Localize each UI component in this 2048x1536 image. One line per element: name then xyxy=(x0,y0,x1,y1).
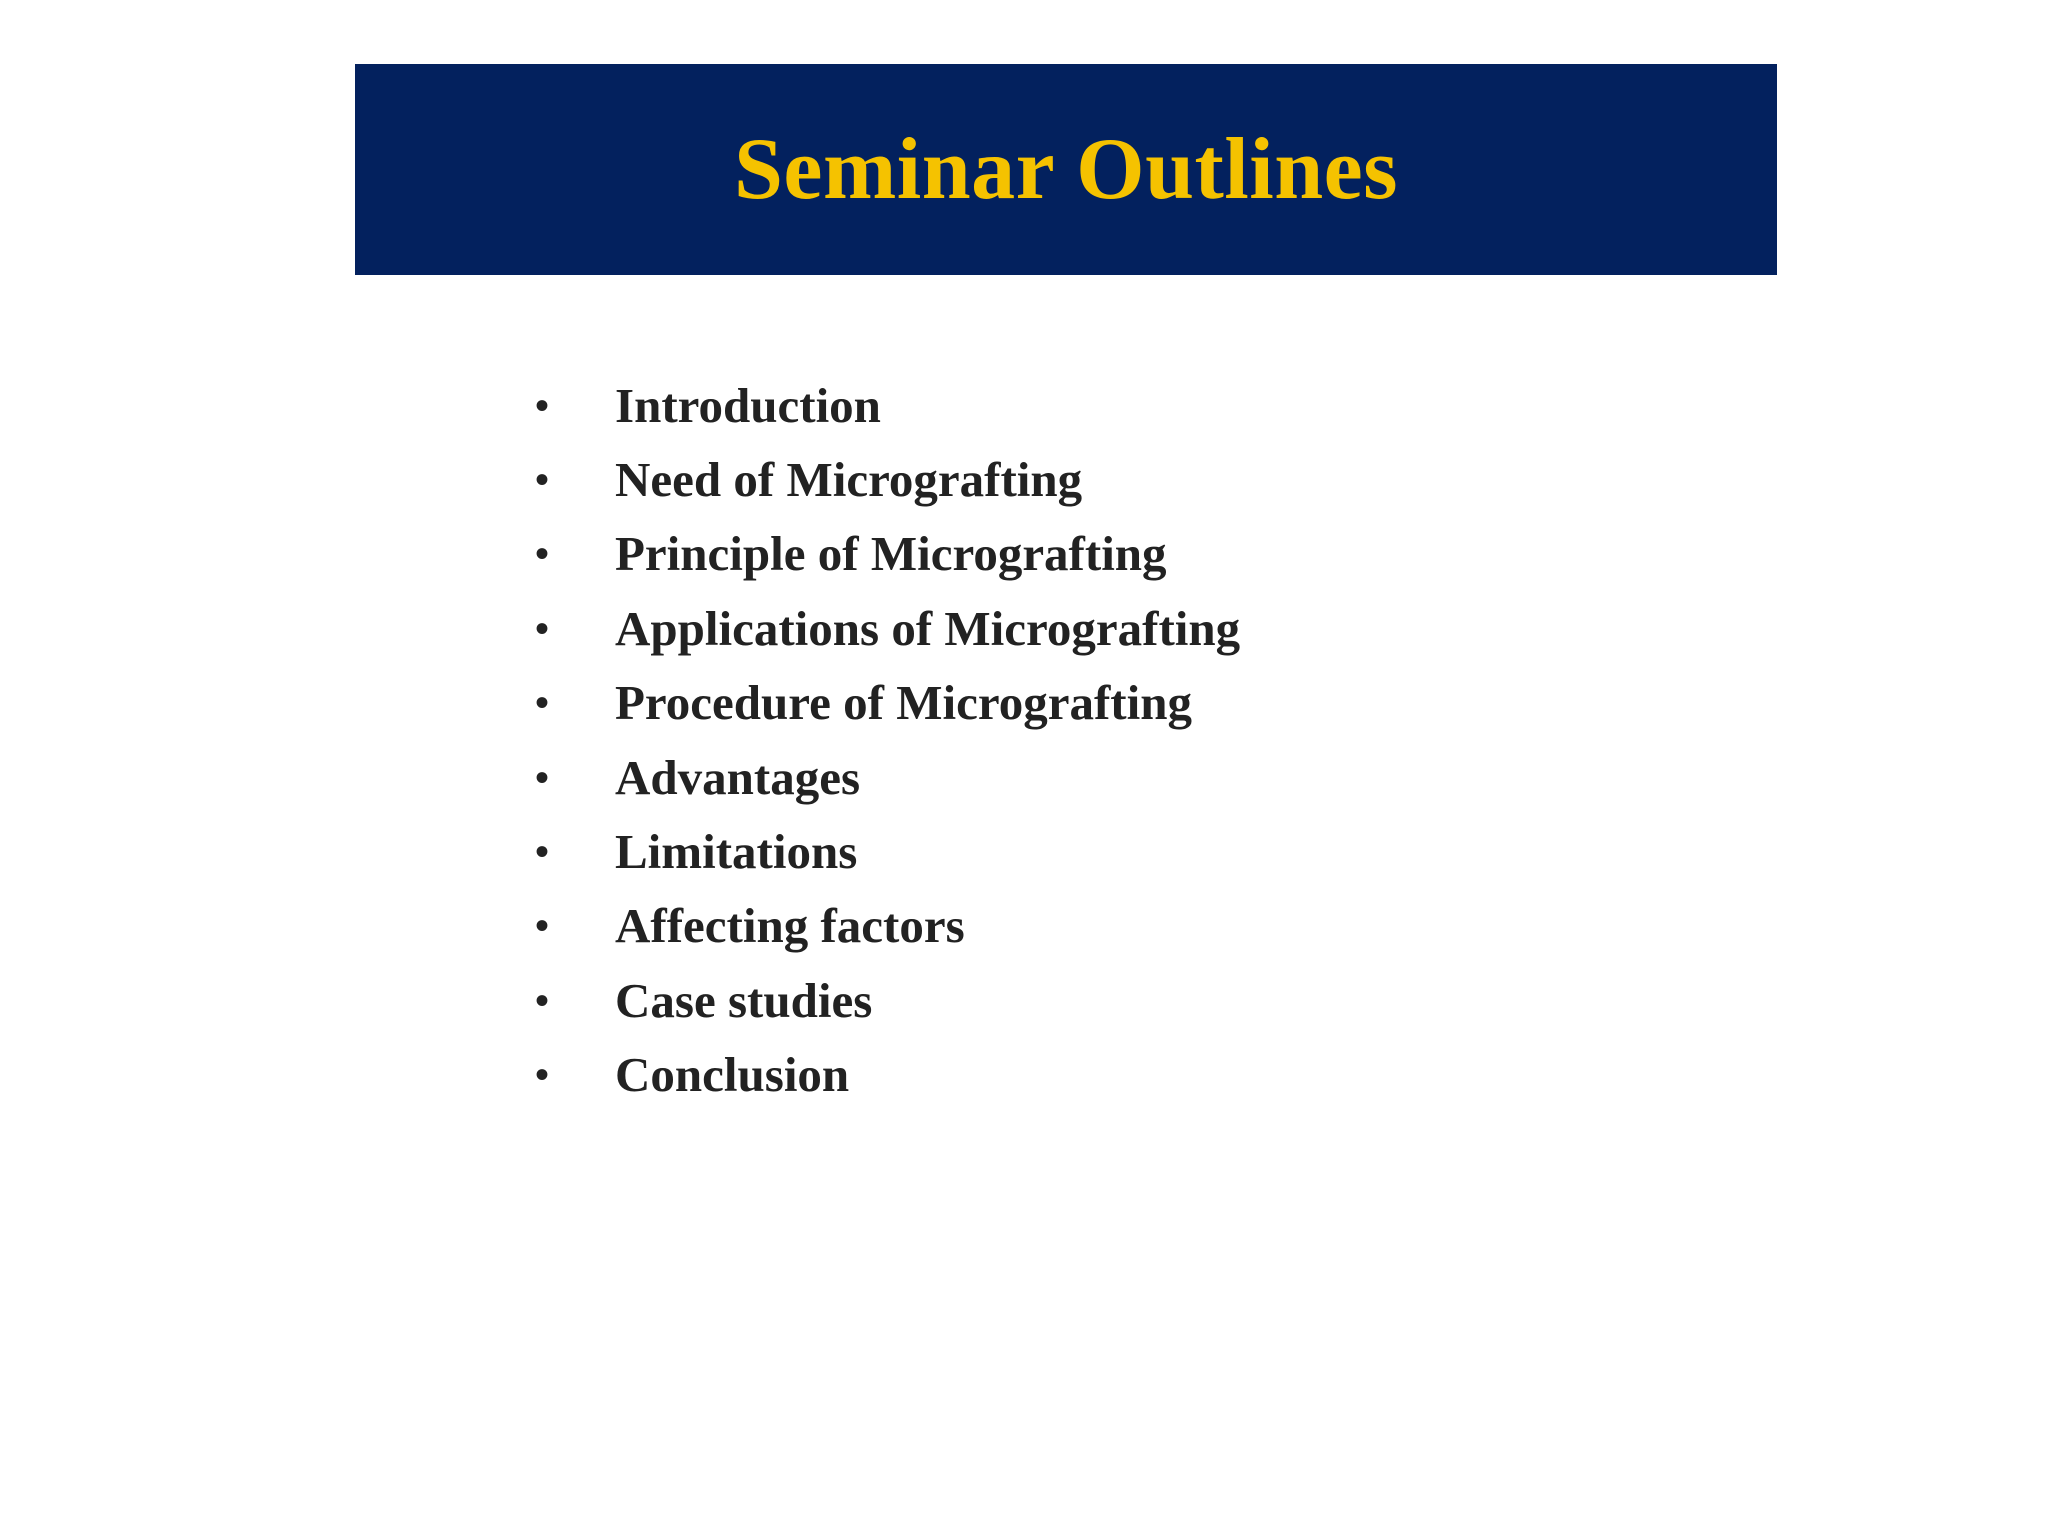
bullet-icon: • xyxy=(535,605,550,651)
bullet-icon: • xyxy=(535,531,550,577)
slide-title: Seminar Outlines xyxy=(733,120,1398,218)
list-item-label: Affecting factors xyxy=(615,898,965,954)
list-item-label: Need of Micrografting xyxy=(615,452,1083,508)
list-item xyxy=(535,517,1240,591)
list-item-label: Advantages xyxy=(615,749,861,805)
bullet-icon: • xyxy=(535,903,550,949)
list-item xyxy=(535,814,1240,888)
list-item-label: Procedure of Micrografting xyxy=(615,675,1192,731)
list-item xyxy=(535,368,1240,442)
list-item xyxy=(535,666,1240,740)
outline-list xyxy=(535,368,1240,1112)
title-banner xyxy=(355,64,1777,275)
list-item-label: Applications of Micrografting xyxy=(615,600,1241,656)
list-item xyxy=(535,1038,1240,1112)
list-item-label: Introduction xyxy=(615,377,881,433)
list-item-label: Limitations xyxy=(615,824,858,880)
bullet-icon: • xyxy=(535,680,550,726)
list-item xyxy=(535,591,1240,665)
list-item xyxy=(535,740,1240,814)
list-item xyxy=(535,442,1240,516)
list-item-label: Case studies xyxy=(615,972,873,1028)
bullet-icon: • xyxy=(535,829,550,875)
bullet-icon: • xyxy=(535,754,550,800)
list-item xyxy=(535,963,1240,1037)
bullet-icon: • xyxy=(535,382,550,428)
list-item-label: Principle of Micrografting xyxy=(615,526,1167,582)
bullet-icon: • xyxy=(535,977,550,1023)
bullet-icon: • xyxy=(535,1052,550,1098)
bullet-icon: • xyxy=(535,457,550,503)
list-item xyxy=(535,889,1240,963)
list-item-label: Conclusion xyxy=(615,1047,850,1103)
